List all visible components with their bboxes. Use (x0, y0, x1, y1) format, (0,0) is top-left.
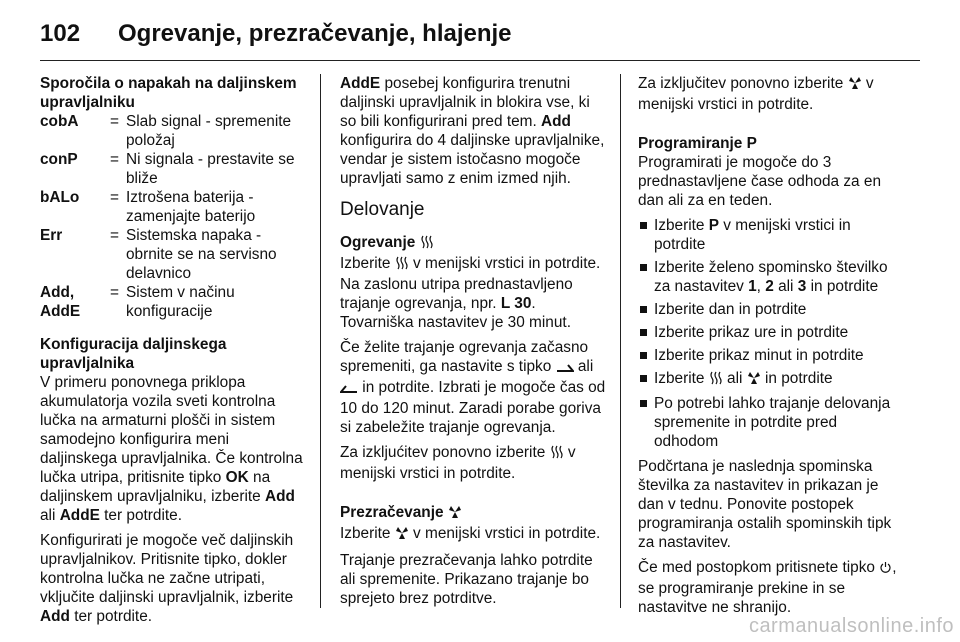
config-paragraph: Konfigurirati je mogoče več daljinskih upravljalnikov. Pritisnite tipko, dokler kontrolna lučka ne začne utripati, vključite daljinski upravljalnik, izberite Add ter potrdite. (40, 532, 294, 625)
error-code: Err (40, 227, 63, 244)
power-icon (879, 560, 892, 579)
column-3 (638, 74, 904, 623)
error-desc: Sistem v načinu konfiguracije (126, 284, 235, 320)
error-code-row: conP = Ni signala - prestavite se bliže (40, 150, 306, 188)
list-item: Izberite prikaz minut in potrdite (638, 346, 904, 365)
error-desc: Sistemska napaka - obrnite se na servisno delavnico (126, 227, 277, 282)
errors-heading: Sporočila o napakah na daljinskem upravljalniku (40, 75, 297, 111)
fan-icon (395, 526, 409, 545)
error-code: conP (40, 151, 78, 168)
vent-off-paragraph: Za izklјučitev ponovno izberite v menijski vrstici in potrdite. (638, 75, 874, 113)
config-heading: Konfiguracija daljinskega upravljalnika (40, 336, 227, 372)
arrow-right-icon (340, 380, 358, 399)
arrow-left-icon (556, 359, 574, 378)
column-2 (340, 74, 606, 614)
heating-paragraph: Če želite trajanje ogrevanja začasno spremeniti, ga nastavite s tipko ali in potrdite. Izbrati je mogoče čas od 10 do 120 minut. Zaradi porabe goriva si zabeležite trajanje ogrevanja. (340, 339, 606, 436)
error-desc: Slab signal - spremenite položaj (126, 113, 292, 149)
watermark: carmanualsonline.info (748, 615, 954, 637)
vent-paragraph: Izberite v menijski vrstici in potrdite. (340, 524, 606, 545)
error-desc: Ni signala - prestavite se bliže (126, 151, 295, 187)
list-item: Izberite prikaz ure in potrdite (638, 323, 904, 342)
config-paragraph: V primeru ponovnega priklopa akumulatorja vozila sveti kontrolna lučka na armaturni plošči in sistem samodejno konfigurira meni daljinskega upravljalnika. Če kontrolna lučka utripa, pritisnite tipko OK na daljinskem upravljalniku, izberite Add ali AddE ter potrdite. (40, 374, 303, 524)
section-heading: Delovanje (340, 199, 425, 220)
vent-heading: Prezračevanje (340, 503, 606, 524)
programming-paragraph: Programirati je mogoče do 3 prednastavljene čase odhoda za en dan ali za en teden. (638, 154, 882, 209)
list-item: Izberite P v menijski vrstici in potrdite (638, 216, 904, 254)
fan-icon (747, 371, 761, 390)
error-code-row: bALo = Iztrošena baterija - zamenjajte baterijo (40, 188, 306, 226)
error-code: cobA (40, 113, 79, 130)
cancel-note: Če med postopkom pritisnete tipko , se programiranje prekine in se nastavitve ne shranijo. (638, 559, 897, 616)
column-divider (320, 74, 321, 608)
fan-icon (448, 505, 462, 524)
heating-paragraph: Izberite v menijski vrstici in potrdite. Na zaslonu utripa prednastavljeno trajanje ogrevanja, npr. L 30. Tovarniška nastavitev je 30 minut. (340, 255, 601, 331)
heat-icon (550, 445, 564, 464)
page-header (40, 20, 512, 60)
heating-heading: Ogrevanje (340, 233, 606, 254)
error-code-row: cobA = Slab signal - spremenite položaj (40, 112, 306, 150)
heat-icon (395, 256, 409, 275)
error-code-row: Add, AddE = Sistem v načinu konfiguracije (40, 283, 306, 321)
page-title: Ogrevanje, prezračevanje, hlajenje (118, 20, 512, 47)
error-code: bALo (40, 189, 80, 206)
programming-note: Podčrtana je naslednja spominska številka za nastavitev in prikazan je dan v tednu. Ponovite postopek programiranja ostalih spominskih tipk za nastavitev. (638, 458, 892, 551)
error-code-list (40, 112, 306, 321)
heat-icon (420, 235, 434, 254)
list-item: Izberite želeno spominsko številko za nastavitev 1, 2 ali 3 in potrdite (638, 258, 904, 296)
error-code-row: Err = Sistemska napaka - obrnite se na servisno delavnico (40, 226, 306, 283)
vent-paragraph: Trajanje prezračevanja lahko potrdite ali spremenite. Prikazano trajanje bo sprejeto brez potrditve. (340, 552, 593, 607)
list-item: Izberite ali in potrdite (638, 369, 904, 390)
page-number: 102 (40, 20, 81, 47)
adde-paragraph: AddE posebej konfigurira trenutni daljinski upravljalnik in blokira vse, ki so bili konfigurirani pred tem. Add konfigurira do 4 daljinske upravljalnike, vendar je sistem istočasno mogoče upravljati samo z enim izmed njih. (340, 75, 605, 187)
error-code: Add, AddE (40, 284, 81, 320)
header-rule (40, 60, 920, 61)
fan-icon (848, 76, 862, 95)
programming-heading: Programiranje P (638, 135, 757, 152)
error-desc: Iztrošena baterija - zamenjajte baterijo (126, 189, 256, 225)
list-item: Izberite dan in potrdite (638, 300, 904, 319)
heating-paragraph: Za izkljućitev ponovno izberite v menijski vrstici in potrdite. (340, 444, 576, 482)
programming-steps (638, 216, 904, 451)
list-item: Po potrebi lahko trajanje delovanja spremenite in potrdite pred odhodom (638, 394, 904, 451)
column-divider (620, 74, 621, 608)
column-1 (40, 74, 306, 632)
heat-icon (709, 371, 723, 390)
